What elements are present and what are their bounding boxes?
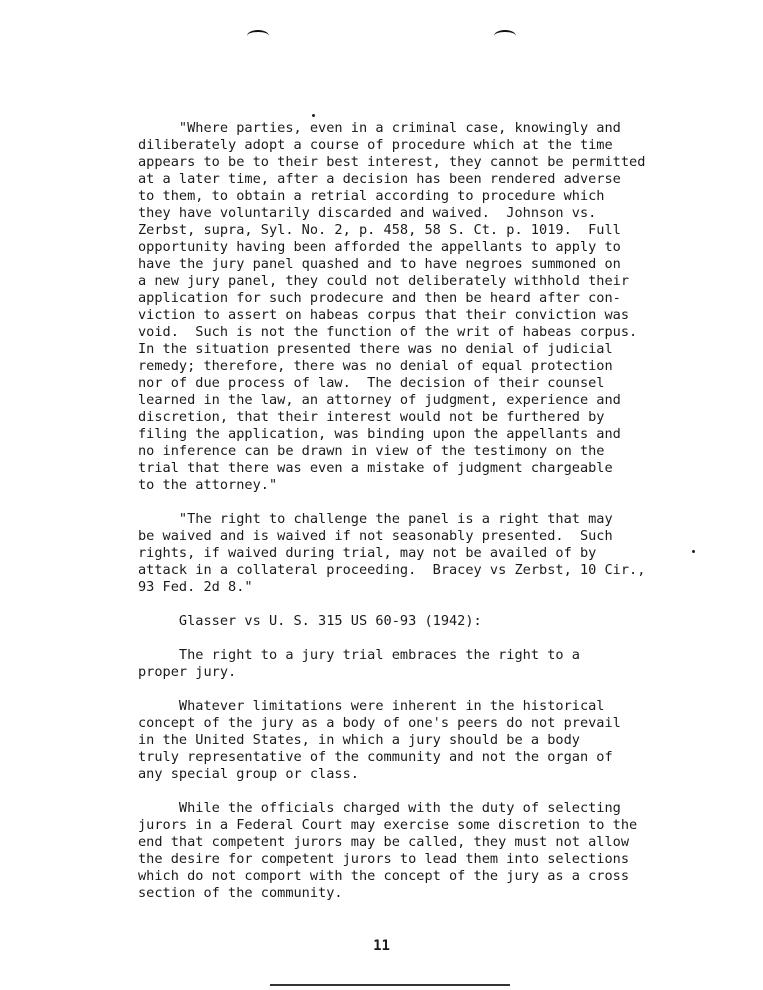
quote-paragraph-2: "The right to challenge the panel is a right that may be waived and is waived if not seasonably presented. Such rights, if waived during trial, may not be availed of by attack in a collateral proceeding. Bracey vs Zerbst, 10 Cir., 93 Fed. 2d 8.": [138, 511, 646, 595]
body-paragraph-2: Whatever limitations were inherent in the historical concept of the jury as a body of one's peers do not prevail in the United States, in which a jury should be a body truly representative of the community and not the organ of any special group or class.: [138, 698, 621, 782]
punch-hole-mark-right: [494, 30, 516, 42]
scan-speck: [312, 114, 315, 117]
document-body: [138, 120, 698, 902]
quote-paragraph-1: "Where parties, even in a criminal case, knowingly and diliberately adopt a course of procedure which at the time appears to be to their best interest, they cannot be permitted at a later time, after a decision has been rendered adverse to them, to obtain a retrial according to procedure which they have voluntarily discarded and waived. Johnson vs. Zerbst, supra, Syl. No. 2, p. 458, 58 S. Ct. p. 1019. Full opportunity having been afforded the appellants to apply to have the jury panel quashed and to have negroes summoned on a new jury panel, they could not deliberately withhold their application for such prodecure and then be heard after con- viction to assert on habeas corpus that their conviction was void. Such is not the function of the writ of habeas corpus. In the situation presented there was no denial of judicial remedy; therefore, there was no denial of equal protection nor of due process of law. The decision of their counsel learned in the law, an attorney of judgment, experience and discretion, that their interest would not be furthered by filing the application, was binding upon the appellants and no inference can be drawn in view of the testimony on the trial that there was even a mistake of judgment chargeable to the attorney.": [138, 120, 646, 493]
bottom-rule: [270, 984, 510, 986]
page-number: 11: [373, 938, 390, 954]
body-paragraph-3: While the officials charged with the duty of selecting jurors in a Federal Court may exercise some discretion to the end that competent jurors may be called, they must not allow the desire for competent jurors to lead them into selections which do not comport with the concept of the jury as a cross section of the community.: [138, 800, 638, 901]
body-paragraph-1: The right to a jury trial embraces the right to a proper jury.: [138, 647, 580, 680]
case-citation-heading: Glasser vs U. S. 315 US 60-93 (1942):: [138, 613, 482, 629]
punch-hole-mark-left: [247, 30, 269, 42]
